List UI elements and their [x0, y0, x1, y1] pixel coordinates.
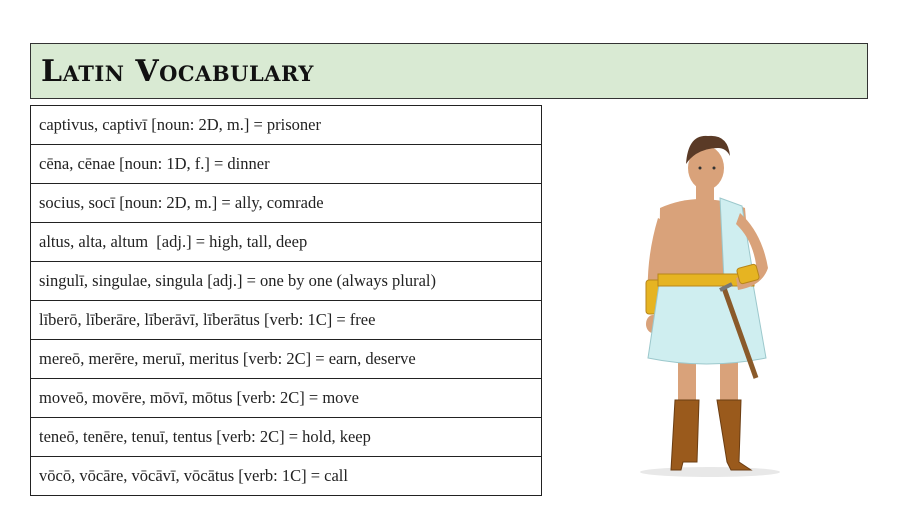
table-row: [31, 184, 542, 223]
table-row: [31, 418, 542, 457]
vocab-entry: moveō, movēre, mōvī, mōtus [verb: 2C] = move: [31, 379, 542, 418]
vocab-entry: vōcō, vōcāre, vōcāvī, vōcātus [verb: 1C] = call: [31, 457, 542, 496]
table-row: [31, 379, 542, 418]
table-row: [31, 457, 542, 496]
vocab-entry: cēna, cēnae [noun: 1D, f.] = dinner: [31, 145, 542, 184]
vocab-entry: mereō, merēre, meruī, meritus [verb: 2C] = earn, deserve: [31, 340, 542, 379]
vocabulary-table: [30, 105, 542, 496]
table-row: [31, 106, 542, 145]
table-row: [31, 145, 542, 184]
vocab-entry: singulī, singulae, singula [adj.] = one by one (always plural): [31, 262, 542, 301]
page-title: Latin Vocabulary: [41, 53, 314, 89]
roman-soldier-illustration: [620, 128, 790, 488]
table-row: [31, 223, 542, 262]
vocab-entry: teneō, tenēre, tenuī, tentus [verb: 2C] = hold, keep: [31, 418, 542, 457]
vocab-entry: socius, socī [noun: 2D, m.] = ally, comrade: [31, 184, 542, 223]
vocab-entry: altus, alta, altum [adj.] = high, tall, deep: [31, 223, 542, 262]
title-bar: [30, 43, 868, 99]
vocab-entry: captivus, captivī [noun: 2D, m.] = prisoner: [31, 106, 542, 145]
table-row: [31, 340, 542, 379]
table-row: [31, 262, 542, 301]
table-row: [31, 301, 542, 340]
vocab-entry: līberō, līberāre, līberāvī, līberātus [verb: 1C] = free: [31, 301, 542, 340]
